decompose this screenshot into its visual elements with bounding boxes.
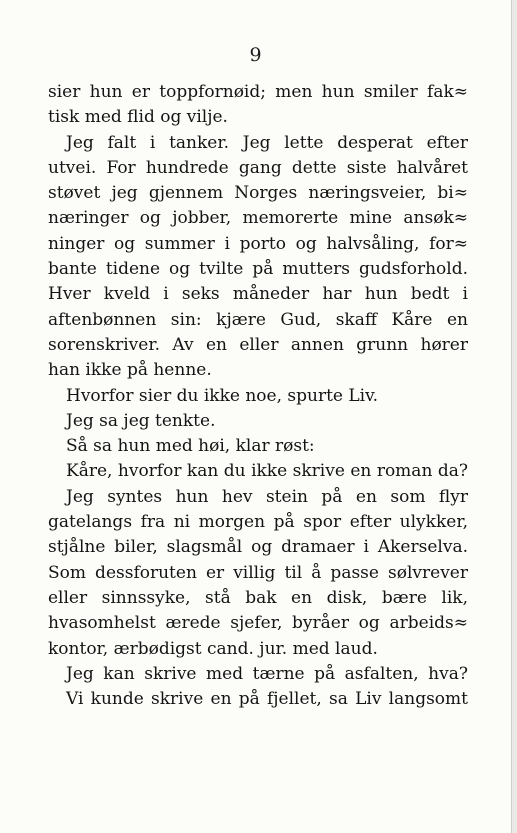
text-line: utvei. For hundrede gang dette siste halvåret: [48, 157, 468, 178]
text-line: sier hun er toppfornøid; men hun smiler fak≈: [48, 82, 468, 102]
text-line: sorenskriver. Av en eller annen grunn hører: [48, 334, 468, 355]
text-line: støvet jeg gjennem Norges næringsveier, bi≈: [48, 183, 468, 204]
text-line: stjålne biler, slagsmål og dramaer i Akerselva.: [48, 537, 468, 558]
text-line: Jeg falt i tanker. Jeg lette desperat efter: [66, 132, 468, 153]
text-line: Vi kunde skrive en på fjellet, sa Liv langsomt: [66, 689, 468, 710]
text-line: ninger og summer i porto og halvsåling, for≈: [48, 233, 468, 254]
text-line: Hver kveld i seks måneder har hun bedt i: [48, 284, 468, 305]
text-line: bante tidene og tvilte på mutters gudsforhold.: [48, 259, 468, 280]
text-line: eller sinnssyke, stå bak en disk, bære lik,: [48, 587, 468, 608]
text-line: Kåre, hvorfor kan du ikke skrive en roman da?: [66, 461, 468, 482]
text-line: tisk med flid og vilje.: [48, 107, 228, 128]
text-line: aftenbønnen sin: kjære Gud, skaff Kåre en: [48, 309, 468, 330]
text-line: Hvorfor sier du ikke noe, spurte Liv.: [66, 385, 379, 406]
text-line: Så sa hun med høi, klar røst:: [66, 436, 315, 457]
text-line: Jeg sa jeg tenkte.: [66, 410, 216, 431]
text-line: Jeg kan skrive med tærne på asfalten, hva?: [66, 663, 468, 684]
text-line: han ikke på henne.: [48, 360, 212, 381]
text-line: Jeg syntes hun hev stein på en som flyr: [66, 486, 468, 507]
text-line: kontor, ærbødigst cand. jur. med laud.: [48, 638, 378, 659]
text-line: gatelangs fra ni morgen på spor efter ulykker,: [48, 512, 468, 533]
body-text: [48, 80, 468, 712]
page-number: 9: [249, 44, 262, 66]
text-line: Som dessforuten er villig til å passe sølvrever: [48, 562, 468, 583]
text-line: hvasomhelst ærede sjefer, byråer og arbeids≈: [48, 613, 468, 634]
text-line: næringer og jobber, memorerte mine ansøk≈: [48, 208, 468, 229]
